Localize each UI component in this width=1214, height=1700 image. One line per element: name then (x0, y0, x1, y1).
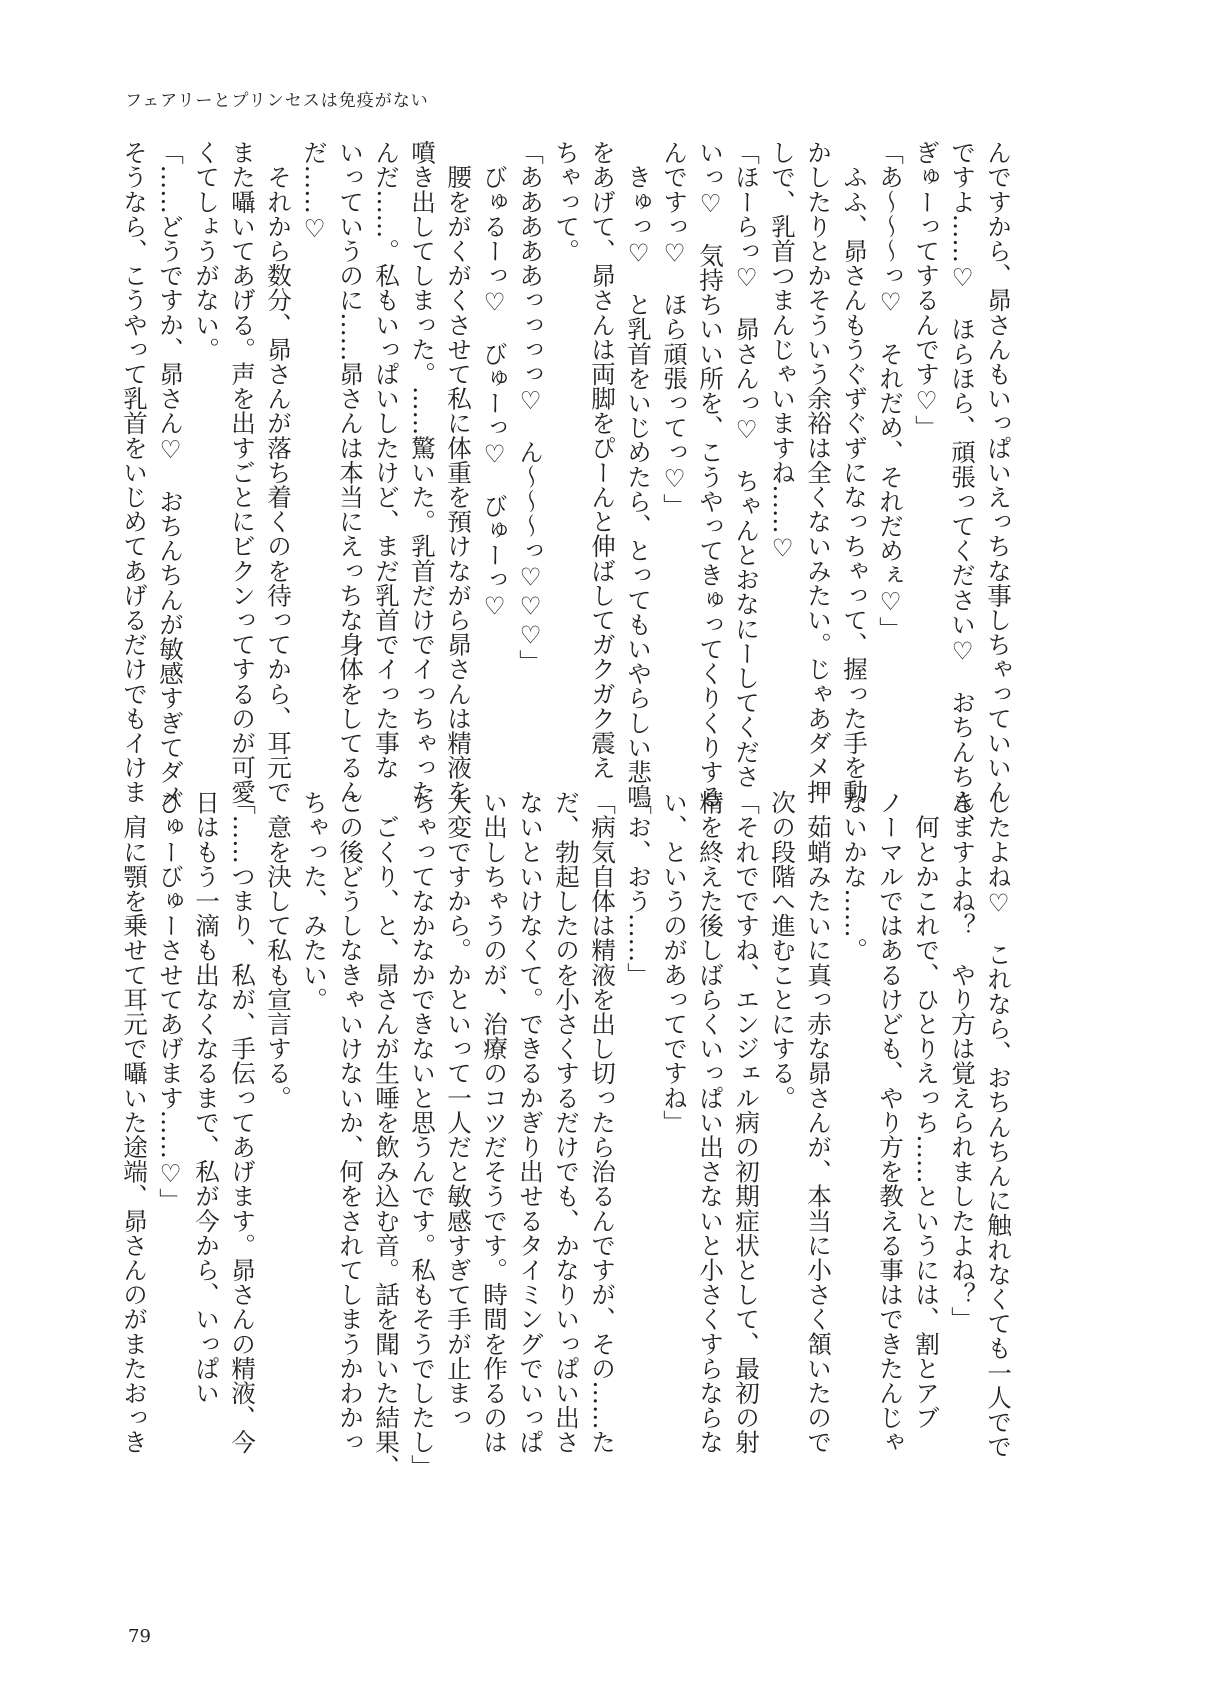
text-column: 精を終えた後しばらくいっぱい出さないと小さくすらならな (696, 790, 725, 1455)
text-column: ふふ、昴さんもうぐずぐずになっちゃって、握った手を動 (840, 140, 869, 805)
text-column: 「病気自体は精液を出し切ったら治るんですが、その……た (588, 790, 617, 1455)
text-column: それから数分、昴さんが落ち着くのを待ってから、耳元で (264, 140, 293, 805)
text-column: きますよね？ やり方は覚えられましたよね？」 (948, 790, 977, 1332)
text-block-bottom (116, 790, 1016, 1479)
text-column: んですっ♡ ほら頑張ってっ♡」 (660, 140, 689, 518)
text-column: ないかな……。 (840, 790, 869, 963)
text-column: をあげて、昴さんは両脚をぴーんと伸ばしてガクガク震え (588, 140, 617, 780)
text-column: 「……どうですか、昴さん♡ おちんちんが敏感すぎてダメ (156, 140, 185, 809)
text-column: 次の段階へ進むことにする。 (768, 790, 797, 1110)
text-column: 意を決して私も宣言する。 (264, 790, 293, 1110)
text-column: 「それでですね、エンジェル病の初期症状として、最初の射 (732, 790, 761, 1455)
text-column: ないといけなくて。できるかぎり出せるタイミングでいっぱ (516, 790, 545, 1455)
text-column: 大変ですから。かといって一人だと敏感すぎて手が止まっ (444, 790, 473, 1430)
text-column: びゅーびゅーさせてあげます……♡」 (156, 790, 185, 1213)
text-column: ごくり、と、昴さんが生唾を飲み込む音。話を聞いた結果、 (372, 790, 401, 1479)
text-column: しで、乳首つまんじゃいますね……♡ (768, 140, 797, 563)
text-column: ぎゅーってするんです♡」 (912, 140, 941, 440)
text-column: 噴き出してしまった。……驚いた。乳首だけでイっちゃった (408, 140, 437, 805)
text-column: また囁いてあげる。声を出すごとにビクンってするのが可愛 (228, 140, 257, 805)
text-column: だ……♡ (300, 140, 329, 243)
text-column: 茹蛸みたいに真っ赤な昴さんが、本当に小さく頷いたので (804, 790, 833, 1455)
text-column: ちゃって。 (552, 140, 581, 263)
text-column: い出しちゃうのが、治療のコツだそうです。時間を作るのは (480, 790, 509, 1455)
text-column: 「……つまり、私が、手伝ってあげます。昴さんの精液、今 (228, 790, 257, 1455)
text-column: 肩に顎を乗せて耳元で囁いた途端、昴さんのがまたおっき (120, 790, 149, 1455)
text-column: ちゃった、みたい。 (300, 790, 329, 1012)
text-column: 「お、おう……」 (624, 790, 653, 987)
text-column: 日はもう一滴も出なくなるまで、私が今から、いっぱい (192, 790, 221, 1405)
text-column: びゅるーっ♡ びゅーっ♡ びゅーっ♡ (480, 140, 509, 621)
text-column: いっていうのに……昴さんは本当にえっちな身体をしてるん (336, 140, 365, 805)
text-column: 「あ〜〜〜っ♡ それだめ、それだめぇ♡」 (876, 140, 905, 641)
text-column: くてしょうがない。 (192, 140, 221, 362)
text-column: したよね♡ これなら、おちんちんに触れなくても一人でで (984, 790, 1013, 1459)
text-column: かしたりとかそういう余裕は全くないみたい。じゃあダメ押 (804, 140, 833, 805)
text-column: そうなら、こうやって乳首をいじめてあげるだけでもイけま (120, 140, 149, 805)
text-column: 「ほーらっ♡ 昴さんっ♡ ちゃんとおなにーしてくださ (732, 140, 761, 789)
text-block-top (116, 140, 1016, 838)
page-number: 79 (128, 1626, 151, 1647)
text-column: きゅっ♡ と乳首をいじめたら、とってもいやらしい悲鳴 (624, 140, 653, 809)
text-column: ちゃってなかなかできないと思うんです。私もそうでしたし」 (408, 790, 437, 1479)
text-column: ノーマルではあるけども、やり方を教える事はできたんじゃ (876, 790, 905, 1455)
text-column: この後どうしなきゃいけないか、何をされてしまうかわかっ (336, 790, 365, 1455)
text-column: だ、勃起したのを小さくするだけでも、かなりいっぱい出さ (552, 790, 581, 1455)
text-column: い、というのがあってですね」 (660, 790, 689, 1135)
text-column: いっ♡ 気持ちいい所を、こうやってきゅってくりくりする (696, 140, 725, 809)
text-column: んだ……。私もいっぱいしたけど、まだ乳首でイった事な (372, 140, 401, 780)
text-column: 何とかこれで、ひとりえっち……というには、割とアブ (912, 790, 941, 1430)
text-column: ですよ……♡ ほらほら、頑張ってください♡ おちんちん、 (948, 140, 977, 838)
text-column: んですから、昴さんもいっぱいえっちな事しちゃっていいん (984, 140, 1013, 805)
text-column: 「あああああっっっっ♡ ん〜〜〜っ♡♡♡」 (516, 140, 545, 675)
running-header: フェアリーとプリンセスは免疫がない (125, 91, 429, 111)
text-column: 腰をがくがくさせて私に体重を預けながら昴さんは精液を (444, 140, 473, 805)
